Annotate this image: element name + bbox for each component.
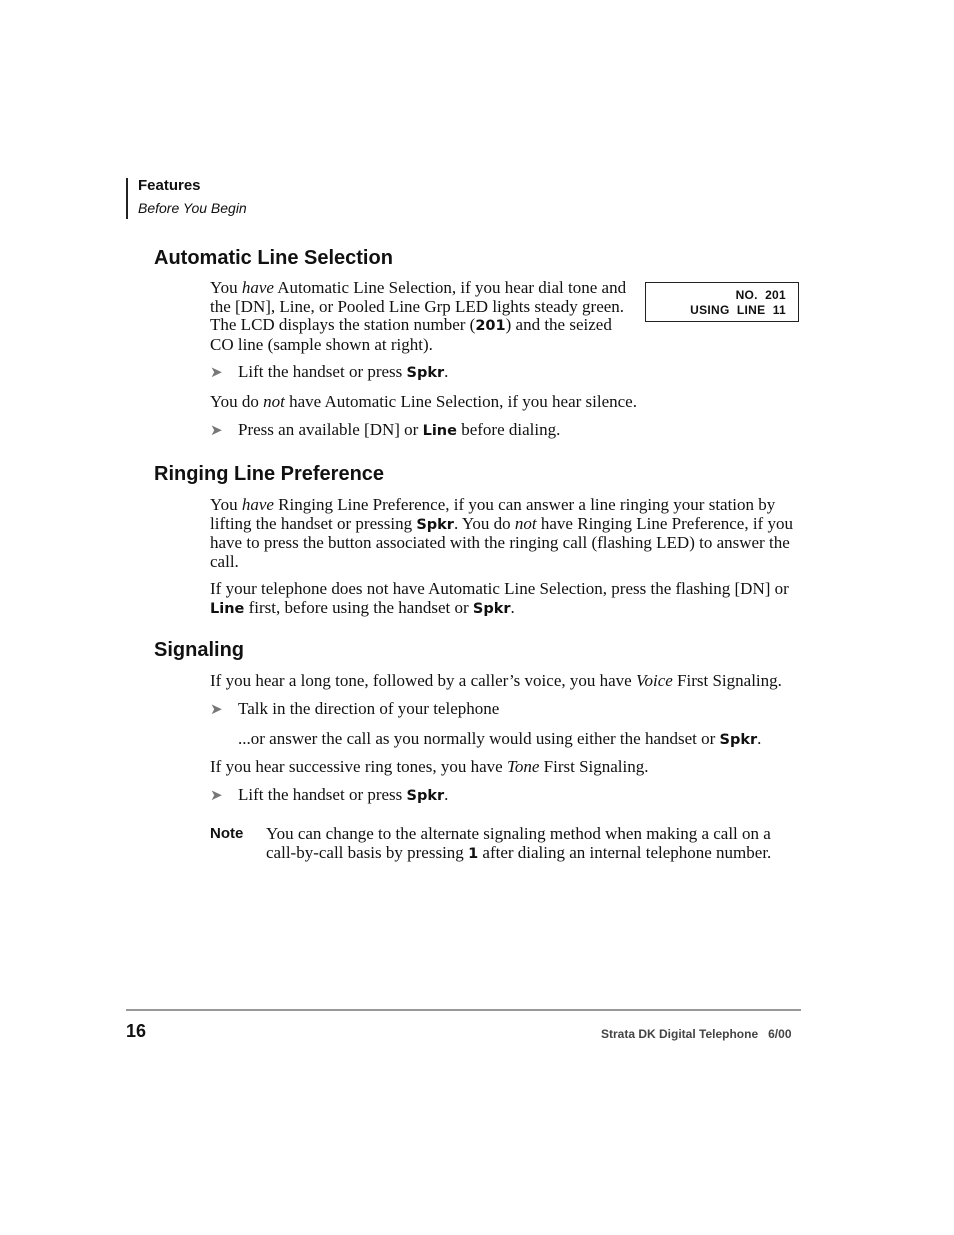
heading-ringing-line-preference: Ringing Line Preference	[154, 463, 385, 485]
note-label: Note	[210, 825, 244, 842]
paragraph-voice-signaling: If you hear a long tone, followed by a caller’s voice, you have Voice First Signaling.	[210, 671, 782, 690]
arrow-bullet-icon: ➤	[210, 421, 223, 439]
arrow-bullet-icon: ➤	[210, 700, 223, 718]
step-lift-handset-2: Lift the handset or press Spkr.	[238, 785, 449, 804]
subsection-title: Before You Begin	[138, 200, 247, 216]
note-text: You can change to the alternate signaling method when making a call on a call-by-call basis by pressing 1 after dialing an internal telephone number.	[266, 824, 772, 862]
heading-signaling: Signaling	[154, 639, 244, 661]
paragraph-no-als: If your telephone does not have Automatic Line Selection, press the flashing [DN] or Line first, before using the handset or Spkr.	[210, 579, 789, 617]
page-number: 16	[126, 1021, 147, 1041]
footer-doc-title: Strata DK Digital Telephone 6/00	[601, 1027, 792, 1041]
paragraph-rlp: You have Ringing Line Preference, if you can answer a line ringing your station by lifting the handset or pressing Spkr. You do not have Ringing Line Preference, if you have to press the button associated with the ringing call (flashing LED) to answer the call.	[210, 495, 793, 571]
paragraph-als-have: You have Automatic Line Selection, if you hear dial tone and the [DN], Line, or Pooled Line Grp LED lights steady green. The LCD displays the station number (201) and the seized CO line (sample shown at right).	[210, 278, 627, 354]
section-title: Features	[138, 177, 201, 194]
step-talk: Talk in the direction of your telephone	[238, 699, 500, 718]
arrow-bullet-icon: ➤	[210, 786, 223, 804]
footer-rule	[126, 1009, 801, 1011]
paragraph-tone-signaling: If you hear successive ring tones, you have Tone First Signaling.	[210, 757, 649, 776]
step-or-answer: ...or answer the call as you normally would using either the handset or Spkr.	[238, 729, 762, 748]
lcd-line-1: NO. 201	[735, 288, 786, 302]
lcd-line-2: USING LINE 11	[690, 303, 786, 317]
paragraph-als-not: You do not have Automatic Line Selection, if you hear silence.	[210, 392, 637, 411]
step-lift-handset: Lift the handset or press Spkr.	[238, 362, 449, 381]
arrow-bullet-icon: ➤	[210, 363, 223, 381]
heading-automatic-line-selection: Automatic Line Selection	[154, 247, 393, 269]
lcd-display-sample	[645, 282, 799, 322]
step-press-dn: Press an available [DN] or Line before dialing.	[238, 420, 561, 439]
header-rule	[126, 178, 128, 219]
